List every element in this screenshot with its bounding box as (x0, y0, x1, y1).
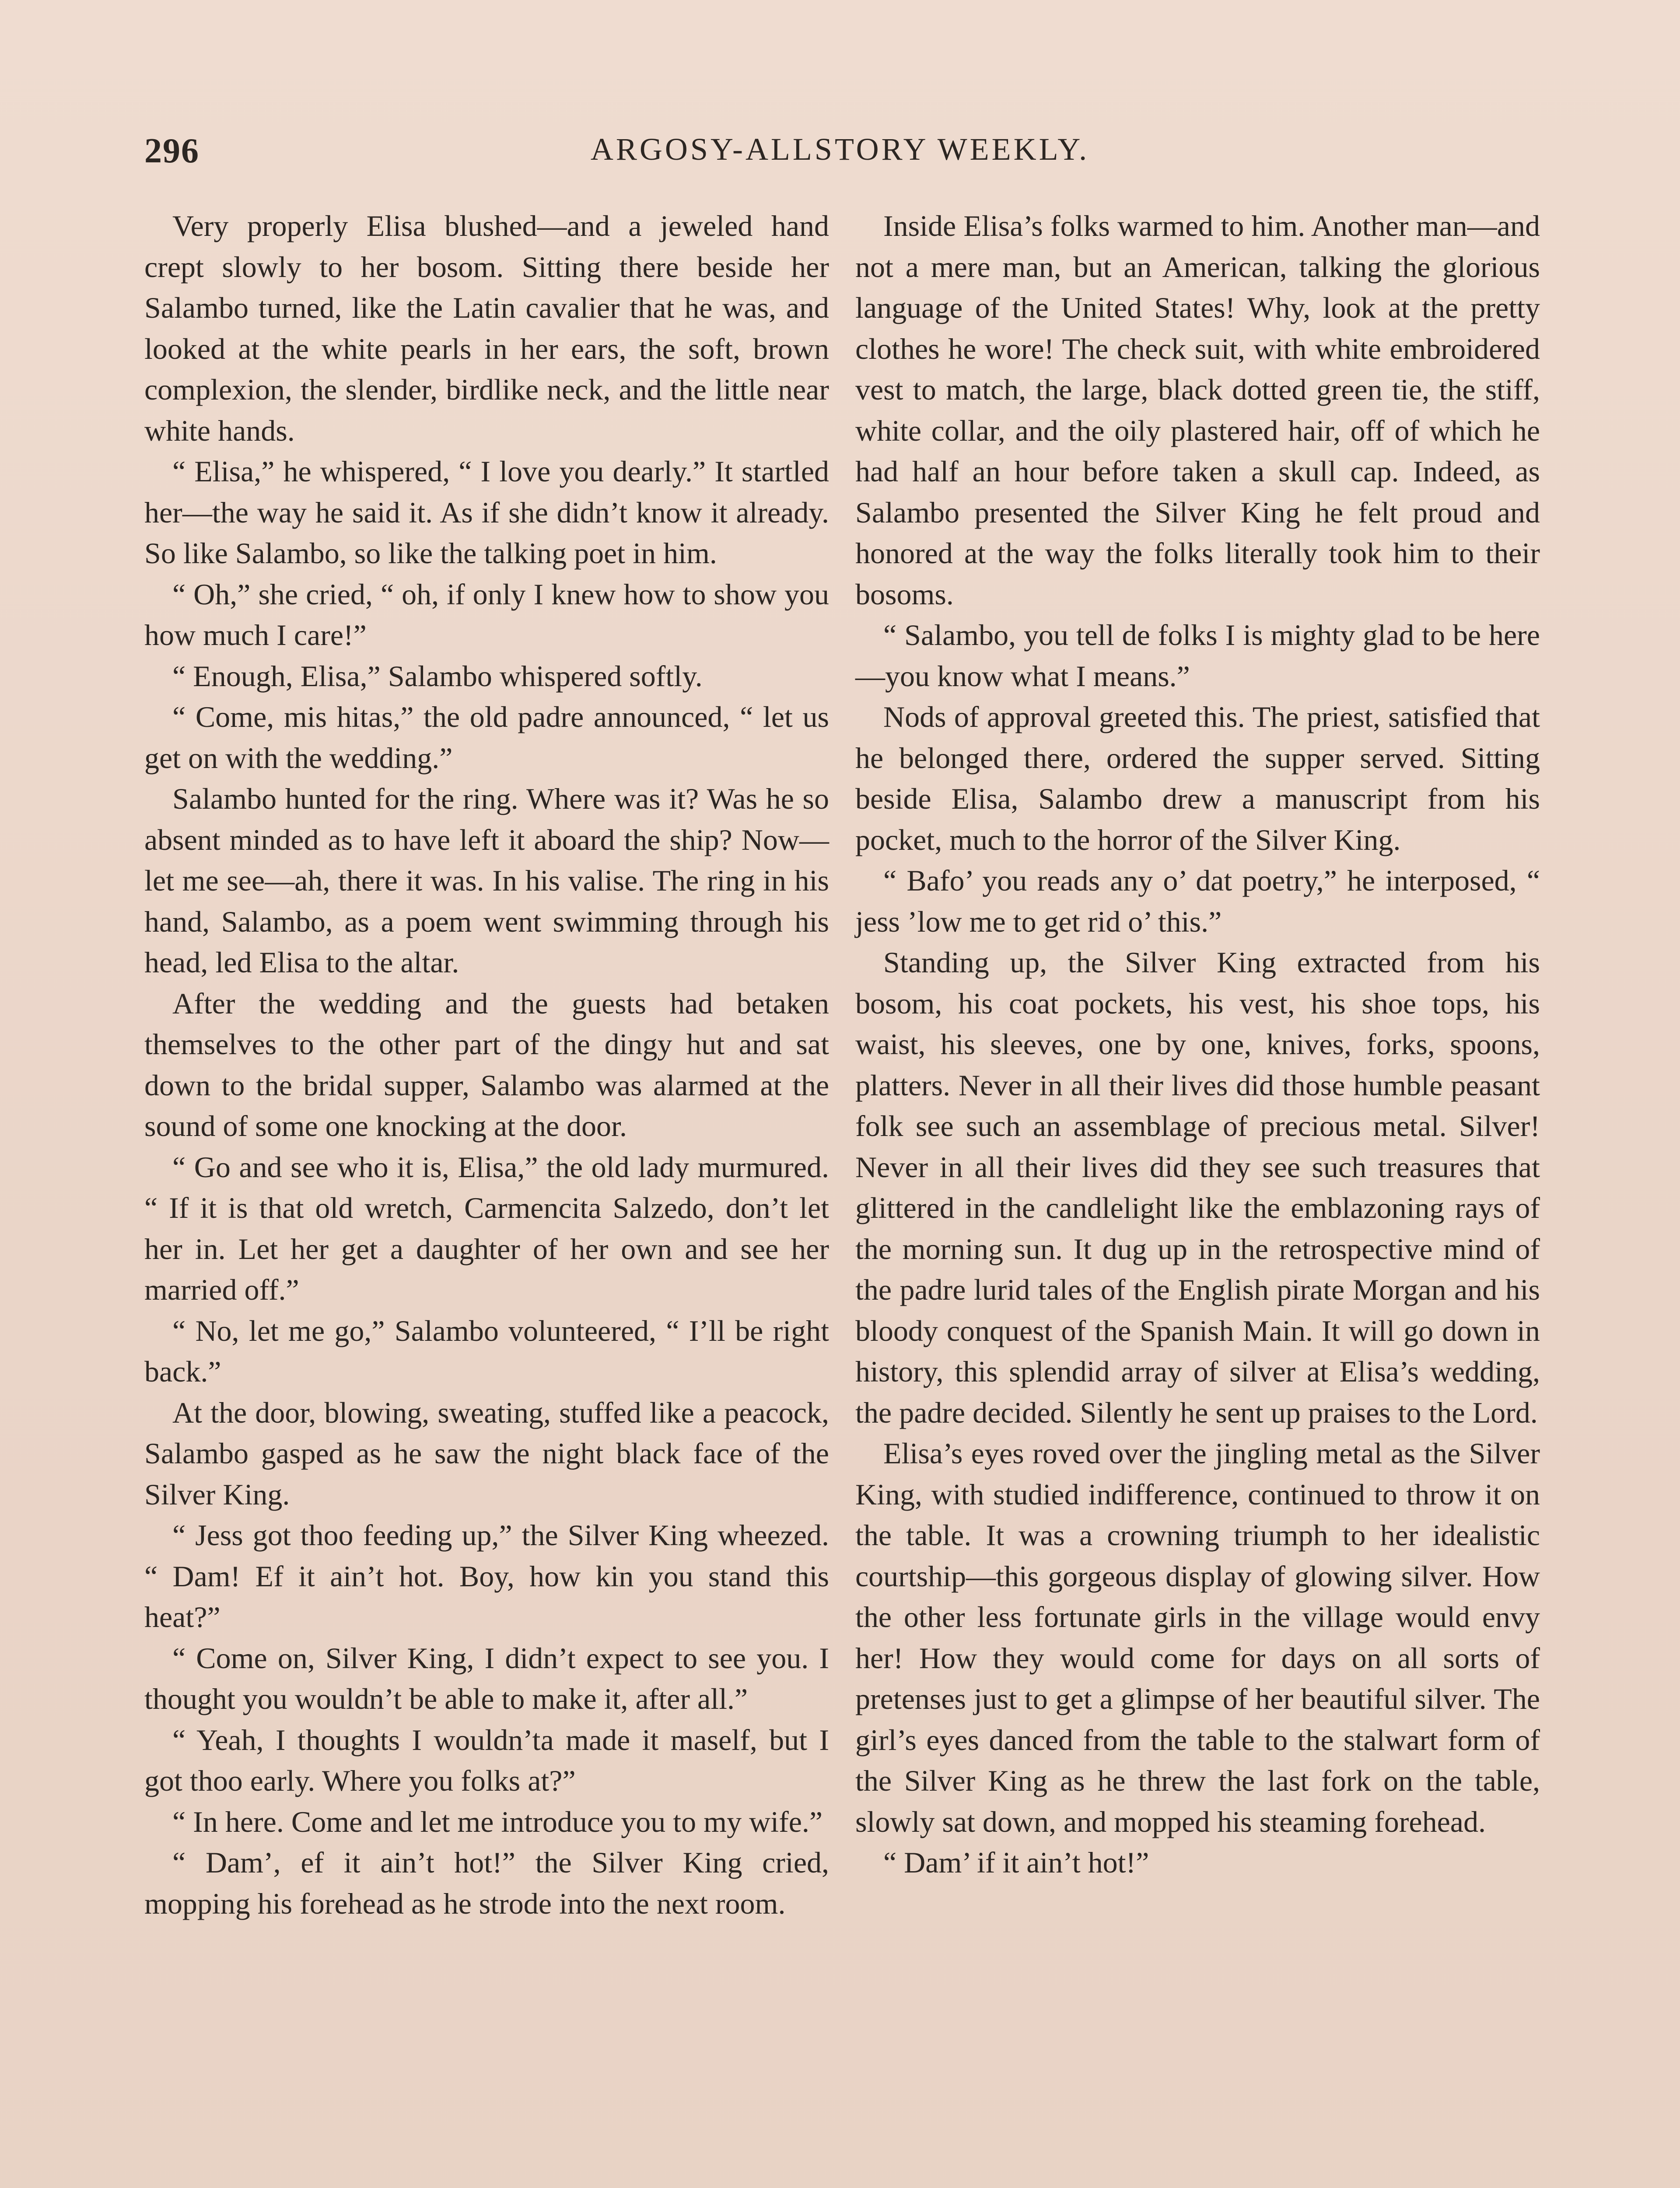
page-number: 296 (144, 132, 200, 170)
paragraph: “ Yeah, I thoughts I wouldn’ta made it maself, but I got thoo early. Where you folks at?” (144, 1723, 829, 1797)
paragraph: “ Oh,” she cried, “ oh, if only I knew how to show you how much I care!” (144, 577, 829, 652)
paragraph: “ No, let me go,” Salambo volunteered, “ I’ll be right back.” (144, 1314, 829, 1388)
paragraph: Salambo hunted for the ring. Where was it? Was he so absent minded as to have left it aboard the ship? Now—let me see—ah, there it was. In his valise. The ring in his hand, Salambo, as a poem went swimming through his head, led Elisa to the altar. (144, 782, 829, 979)
paragraph: “ Go and see who it is, Elisa,” the old lady murmured. “ If it is that old wretch, Carmencita Salzedo, don’t let her in. Let her get a daughter of her own and see her married off.” (144, 1150, 829, 1306)
paragraph: After the wedding and the guests had betaken themselves to the other part of the dingy hut and sat down to the bridal supper, Salambo was alarmed at the sound of some one knocking at the door. (144, 986, 829, 1143)
right-column (855, 206, 1540, 1883)
paragraph: “ Salambo, you tell de folks I is mighty glad to be here—you know what I means.” (855, 618, 1540, 693)
paragraph: Very properly Elisa blushed—and a jeweled hand crept slowly to her bosom. Sitting there beside her Salambo turned, like the Latin cavalier that he was, and looked at the white pearls in her ears, the soft, brown complexion, the slender, birdlike neck, and the little near white hands. (144, 209, 829, 447)
paragraph: “ In here. Come and let me introduce you to my wife.” (172, 1805, 823, 1838)
paragraph: “ Come on, Silver King, I didn’t expect to see you. I thought you wouldn’t be able to make it, after all.” (144, 1641, 829, 1715)
paragraph: “ Come, mis hitas,” the old padre announced, “ let us get on with the wedding.” (144, 700, 829, 775)
paragraph: “ Enough, Elisa,” Salambo whispered softly. (172, 659, 703, 693)
paragraph: “ Dam’, ef it ain’t hot!” the Silver King cried, mopping his forehead as he strode into the next room. (144, 1846, 829, 1920)
paragraph: “ Dam’ if it ain’t hot!” (883, 1846, 1149, 1879)
page-header (144, 131, 1536, 179)
paragraph: Elisa’s eyes roved over the jingling metal as the Silver King, with studied indifference, continued to throw it on the table. It was a crowning triumph to her idealistic courtship—this gorgeous display of glowing silver. How the other less fortunate girls in the village would envy her! How they would come for days on all sorts of pretenses just to get a glimpse of her beautiful silver. The girl’s eyes danced from the table to the stalwart form of the Silver King as he threw the last fork on the table, slowly sat down, and mopped his steaming forehead. (855, 1437, 1540, 1838)
paragraph: Standing up, the Silver King extracted from his bosom, his coat pockets, his vest, his shoe tops, his waist, his sleeves, one by one, knives, forks, spoons, platters. Never in all their lives did those humble peasant folk see such an assemblage of precious metal. Silver! Never in all their lives did they see such treasures that glittered in the candlelight like the emblazoning rays of the morning sun. It dug up in the retrospective mind of the padre lurid tales of the English pirate Morgan and his bloody conquest of the Spanish Main. It will go down in history, this splendid array of silver at Elisa’s wedding, the padre decided. Silently he sent up praises to the Lord. (855, 946, 1540, 1429)
left-column (144, 206, 829, 1924)
paragraph: Inside Elisa’s folks warmed to him. Another man—and not a mere man, but an American, talking the glorious language of the United States! Why, look at the pretty clothes he wore! The check suit, with white embroidered vest to match, the large, black dotted green tie, the stiff, white collar, and the oily plastered hair, off of which he had half an hour before taken a skull cap. Indeed, as Salambo presented the Silver King he felt proud and honored at the way the folks literally took him to their bosoms. (855, 209, 1540, 611)
paragraph: At the door, blowing, sweating, stuffed like a peacock, Salambo gasped as he saw the night black face of the Silver King. (144, 1396, 829, 1511)
paragraph: “ Jess got thoo feeding up,” the Silver King wheezed. “ Dam! Ef it ain’t hot. Boy, how kin you stand this heat?” (144, 1518, 829, 1634)
paragraph: Nods of approval greeted this. The priest, satisfied that he belonged there, ordered the supper served. Sitting beside Elisa, Salambo drew a manuscript from his pocket, much to the horror of the Silver King. (855, 700, 1540, 856)
paragraph: “ Elisa,” he whispered, “ I love you dearly.” It startled her—the way he said it. As if she didn’t know it already. So like Salambo, so like the talking poet in him. (144, 455, 829, 570)
paragraph: “ Bafo’ you reads any o’ dat poetry,” he interposed, “ jess ’low me to get rid o’ this.” (855, 864, 1540, 938)
running-title: ARGOSY-ALLSTORY WEEKLY. (590, 132, 1090, 167)
